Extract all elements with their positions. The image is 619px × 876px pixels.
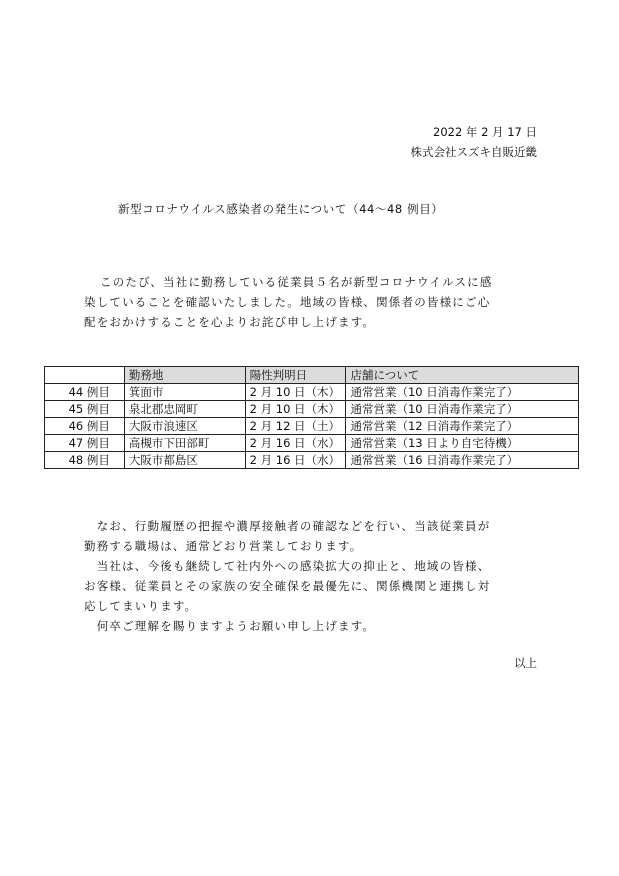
company-name: 株式会社スズキ自販近畿 <box>410 145 537 159</box>
cases-table <box>44 366 579 469</box>
closing-line: 応してまいります。 <box>84 599 198 613</box>
table-row <box>45 418 579 435</box>
intro-line: 配をおかけすることを心よりお詫び申し上げます。 <box>84 315 376 329</box>
header-positive-date: 陽性判明日 <box>245 367 346 384</box>
intro-line: このたび、当社に勤務している従業員５名が新型コロナウイルスに感 <box>100 275 493 289</box>
document-title: 新型コロナウイルス感染者の発生について（44～48 例目） <box>118 202 444 216</box>
table-header-row <box>45 367 579 384</box>
table-row <box>45 435 579 452</box>
table-row <box>45 384 579 401</box>
header-workplace: 勤務地 <box>124 367 245 384</box>
workplace: 大阪市浪速区 <box>124 418 245 435</box>
positive-date: 2 月 10 日（木） <box>245 401 346 418</box>
store-status: 通常営業（10 日消毒作業完了） <box>346 401 579 418</box>
store-status: 通常営業（16 日消毒作業完了） <box>346 452 579 469</box>
workplace: 箕面市 <box>124 384 245 401</box>
closing-paragraph <box>84 516 544 636</box>
store-status: 通常営業（13 日より自宅待機） <box>346 435 579 452</box>
header-store-status: 店舗について <box>346 367 579 384</box>
store-status: 通常営業（10 日消毒作業完了） <box>346 384 579 401</box>
closing-line: 当社は、今後も継続して社内外への感染拡大の抑止と、地域の皆様、 <box>84 559 491 573</box>
case-number: 46 例目 <box>45 418 125 435</box>
positive-date: 2 月 10 日（木） <box>245 384 346 401</box>
closing-line: 何卒ご理解を賜りますようお願い申し上げます。 <box>84 619 376 633</box>
case-number: 45 例目 <box>45 401 125 418</box>
case-number: 47 例目 <box>45 435 125 452</box>
positive-date: 2 月 16 日（水） <box>245 435 346 452</box>
positive-date: 2 月 12 日（土） <box>245 418 346 435</box>
document-date: 2022 年 2 月 17 日 <box>433 125 537 139</box>
workplace: 大阪市都島区 <box>124 452 245 469</box>
intro-paragraph <box>84 272 544 332</box>
header-blank <box>45 367 125 384</box>
end-mark: 以上 <box>514 656 537 670</box>
store-status: 通常営業（12 日消毒作業完了） <box>346 418 579 435</box>
positive-date: 2 月 16 日（水） <box>245 452 346 469</box>
closing-line: お客様、従業員とその家族の安全確保を最優先に、関係機関と連携し対 <box>84 579 491 593</box>
workplace: 高槻市下田部町 <box>124 435 245 452</box>
table-row <box>45 401 579 418</box>
intro-line: 染していることを確認いたしました。地域の皆様、関係者の皆様にご心 <box>84 295 491 309</box>
workplace: 泉北郡忠岡町 <box>124 401 245 418</box>
table-row <box>45 452 579 469</box>
case-number: 48 例目 <box>45 452 125 469</box>
closing-line: なお、行動履歴の把握や濃厚接触者の確認などを行い、当該従業員が <box>84 519 491 533</box>
case-number: 44 例目 <box>45 384 125 401</box>
closing-line: 勤務する職場は、通常どおり営業しております。 <box>84 539 363 553</box>
